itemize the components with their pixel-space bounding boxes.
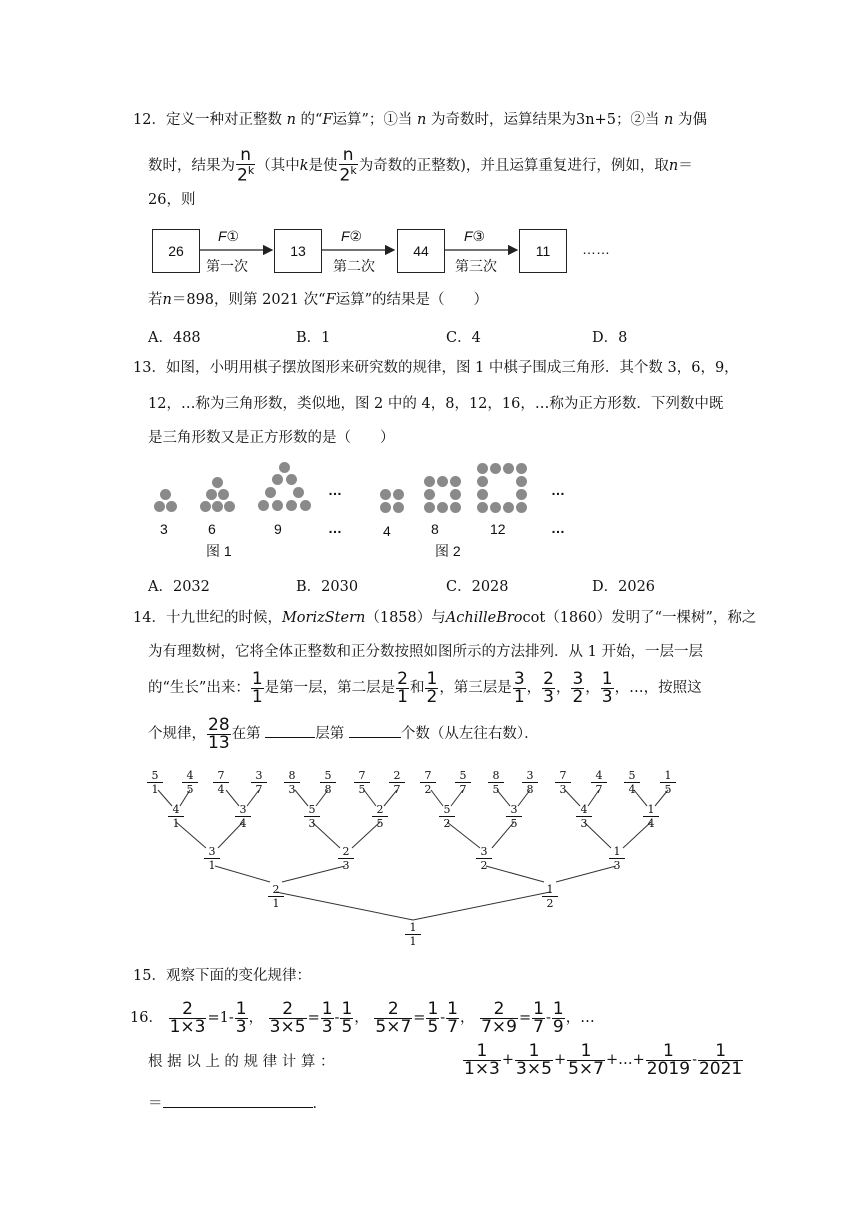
q16-sum-expression: $\frac{1}{1\times 3}$ + $\frac{1}{3\times 5}$ + $\frac{1}{5\times 7}$ +…+ $\frac{1}{2019}$ - $\frac{1}{2021}$ [464, 1040, 743, 1079]
tree-node-fraction: 1 5 [660, 770, 676, 795]
tree-node-fraction: 8 3 [284, 770, 300, 795]
figure-label: 12 [490, 521, 506, 537]
tree-node-fraction: 4 7 [591, 770, 607, 795]
q16-line-2: 根 据 以 上 的 规 律 计 算 ： [148, 1054, 335, 1070]
fraction-n-over-2k: $\frac{n}{2^k}$ [237, 145, 255, 186]
figure-label: 6 [208, 521, 216, 537]
tree-node-fraction: 1 2 [542, 884, 558, 909]
tree-node-fraction: 2 7 [389, 770, 405, 795]
q14-line-4: 个规律， $\frac{28}{13}$ 在第 层第 个数（从左往右数）． [148, 714, 539, 753]
tree-node-fraction: 3 8 [522, 770, 538, 795]
figure-label: 3 [160, 521, 168, 537]
tree-node-fraction: 7 2 [420, 770, 436, 795]
q14-line-3: 的“生长”出来： $\frac{1}{1}$ 是第一层，第二层是 $\frac{2}{1}$ 和 $\frac{1}{2}$ ，第三层是 $\frac{3}{1}$ ， $\frac{2}{3}$ ， $\frac{3}{2}$ ， $\frac{1}{3}$ ，…，按照这 [148, 668, 702, 707]
q15-line: 15．观察下面的变化规律： [133, 968, 311, 984]
option-b[interactable]: B．2030 [296, 579, 359, 595]
option-c[interactable]: C．4 [446, 330, 481, 346]
option-a[interactable]: A．488 [148, 330, 201, 346]
figure-caption: 图 1 [206, 543, 232, 559]
tree-node-fraction: 1 4 [643, 804, 659, 829]
arrow-label-bottom: 第三次 [455, 258, 497, 274]
tree-node-fraction: 5 2 [439, 804, 455, 829]
option-d[interactable]: D．2026 [592, 579, 656, 595]
arrow-label-bottom: 第一次 [206, 258, 248, 274]
tree-node-fraction: 5 4 [624, 770, 640, 795]
tree-node-fraction: 1 1 [405, 922, 421, 947]
tree-node-fraction: 4 5 [182, 770, 198, 795]
option-d[interactable]: D．8 [592, 330, 628, 346]
tree-node-fraction: 4 1 [168, 804, 184, 829]
tree-node-fraction: 8 5 [488, 770, 504, 795]
arrow-label-top: F② [341, 228, 363, 244]
q13-line-3: 是三角形数又是正方形数的是（ ） [148, 430, 395, 446]
tree-node-fraction: 5 8 [320, 770, 336, 795]
tree-node-fraction: 7 4 [213, 770, 229, 795]
flow-box: 26 [152, 229, 200, 273]
q14-line-1: 14．十九世纪的时候，MorizStern（1858）与AchilleBrocot（1860）发明了“一棵树”，称之 [133, 610, 757, 626]
q13-line-1: 13．如图，小明用棋子摆放图形来研究数的规律，图 1 中棋子围成三角形．其个数 3，6，9， [133, 360, 739, 376]
flow-box: 44 [397, 229, 445, 273]
option-c[interactable]: C．2028 [446, 579, 509, 595]
tree-node-fraction: 5 1 [147, 770, 163, 795]
tree-node-fraction: 2 3 [338, 846, 354, 871]
flow-ellipsis: …… [582, 241, 610, 257]
answer-blank-sum[interactable] [163, 1107, 313, 1108]
q12-line-1: 12．定义一种对正整数 n 的“F运算”；①当 n 为奇数时，运算结果为3n+5；②当 n 为偶 [133, 112, 707, 128]
tree-node-fraction: 3 5 [506, 804, 522, 829]
figure-ellipsis: … [551, 482, 565, 498]
figure-label: 9 [274, 521, 282, 537]
flow-box: 11 [519, 229, 567, 273]
arrow-label-top: F① [218, 228, 240, 244]
arrow-label-bottom: 第二次 [333, 258, 375, 274]
figure-ellipsis: … [328, 482, 342, 498]
q13-line-2: 12，…称为三角形数，类似地，图 2 中的 4，8，12，16，…称为正方形数．下列数中既 [148, 396, 724, 412]
figure-ellipsis: … [328, 520, 342, 536]
tree-node-fraction: 2 5 [372, 804, 388, 829]
tree-node-fraction: 3 4 [235, 804, 251, 829]
tree-node-fraction: 3 1 [204, 846, 220, 871]
tree-node-fraction: 2 1 [268, 884, 284, 909]
tree-node-fraction: 3 2 [476, 846, 492, 871]
figure-caption: 图 2 [435, 543, 461, 559]
option-b[interactable]: B．1 [296, 330, 331, 346]
q12-line-2: 数时，结果为 $\frac{n}{2^k}$ （其中k是使 $\frac{n}{2^k}$ 为奇数的正整数)，并且运算重复进行，例如，取n＝ [148, 145, 693, 186]
q16-line-1: 16． $\frac{2}{1\times 3}$ =1- $\frac{1}{3}$ ， $\frac{2}{3\times 5}$ = $\frac{1}{3}$ - $\frac{1}{5}$ ， $\frac{2}{5\times 7}$ = $\frac{1}{5}$ - $\frac{1}{7}$ ， $\frac{2}{7\times 9}$ = $\frac{1}{7}$ - $\frac{1}{9}$ ，… [130, 998, 595, 1037]
arrow-label-top: F③ [464, 228, 486, 244]
fraction-n-over-2k: $\frac{n}{2^k}$ [339, 145, 357, 186]
q12-line-3: 26，则 [148, 192, 196, 208]
tree-node-fraction: 7 3 [555, 770, 571, 795]
figure-label: 4 [383, 523, 391, 539]
q12-line-4: 若n＝898，则第 2021 次“F运算”的结果是（ ） [148, 292, 489, 308]
q14-line-2: 为有理数树，它将全体正整数和正分数按照如图所示的方法排列．从 1 开始，一层一层 [148, 644, 703, 660]
option-a[interactable]: A．2032 [148, 579, 210, 595]
figure-label: 8 [431, 521, 439, 537]
tree-node-fraction: 5 7 [455, 770, 471, 795]
question-number: 12． [133, 112, 166, 128]
flow-box: 13 [274, 229, 322, 273]
tree-node-fraction: 4 3 [576, 804, 592, 829]
tree-node-fraction: 5 3 [304, 804, 320, 829]
tree-node-fraction: 3 7 [251, 770, 267, 795]
figure-ellipsis: … [551, 520, 565, 536]
tree-node-fraction: 1 3 [609, 846, 625, 871]
tree-node-fraction: 7 5 [354, 770, 370, 795]
q16-line-3: ＝ ． [148, 1096, 327, 1112]
